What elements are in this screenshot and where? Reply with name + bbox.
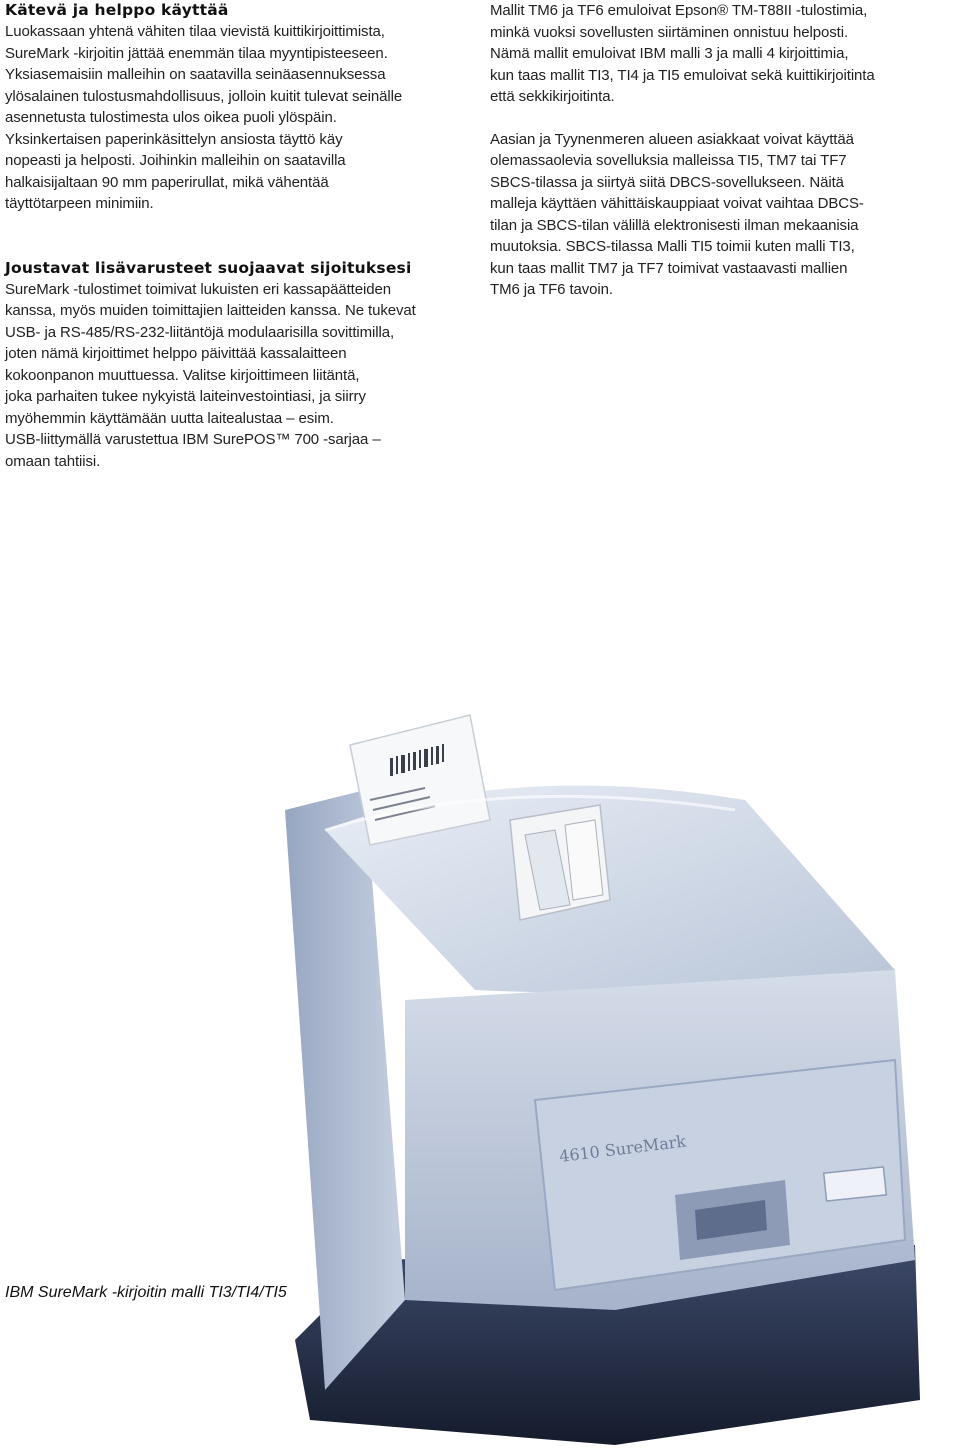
body-line: minkä vuoksi sovellusten siirtäminen onnistuu helposti.	[490, 23, 849, 41]
body-line: Nämä mallit emuloivat IBM malli 3 ja malli 4 kirjoittimia,	[490, 45, 849, 62]
body-line: kun taas mallit TM7 ja TF7 toimivat vastaavasti mallien	[490, 259, 848, 277]
section-heading-flexible-accessories: Joustavat lisävarusteet suojaavat sijoituksesi	[5, 258, 412, 277]
body-line: olemassaolevia sovelluksia malleissa TI5, TM7 tai TF7	[490, 152, 847, 169]
body-line: USB-liittymällä varustettua IBM SurePOS™ 700 -sarjaa –	[5, 431, 381, 448]
body-line: omaan tahtiisi.	[5, 452, 101, 470]
body-line: Yksinkertaisen paperinkäsittelyn ansiosta täyttö käy	[5, 130, 343, 148]
body-line: SureMark -kirjoitin jättää enemmän tilaa myyntipisteeseen.	[5, 44, 388, 62]
section1-body	[5, 21, 465, 215]
figure-caption: IBM SureMark -kirjoitin malli TI3/TI4/TI5	[5, 1284, 287, 1301]
body-line: joka parhaiten tukee nykyistä laiteinvestointiasi, ja siirry	[5, 388, 366, 405]
body-line: että sekkikirjoitinta.	[490, 88, 615, 105]
printer-brand: 4610 SureMark	[558, 1131, 687, 1166]
body-line: myöhemmin käyttämään uutta laitealustaa – esim.	[5, 409, 334, 427]
body-line: USB- ja RS-485/RS-232-liitäntöjä modulaarisilla sovittimilla,	[5, 323, 395, 341]
asia-pacific-paragraph	[490, 129, 910, 301]
section2-body	[5, 279, 465, 473]
body-line: täyttötarpeen minimiin.	[5, 195, 154, 212]
body-line: ylösalainen tulostusmahdollisuus, jolloin kuitit tulevat seinälle	[5, 87, 403, 105]
body-line: kokoonpanon muuttuessa. Valitse kirjoittimeen liitäntä,	[5, 366, 360, 384]
body-line: Aasian ja Tyynenmeren alueen asiakkaat voivat käyttää	[490, 130, 854, 148]
body-line: tilan ja SBCS-tilan välillä elektronisesti ilman mekaanisia	[490, 216, 859, 234]
body-line: Yksiasemaisiin malleihin on saatavilla seinäasennuksessa	[5, 66, 386, 83]
body-line: kun taas mallit TI3, TI4 ja TI5 emuloivat sekä kuittikirjoitinta	[490, 66, 875, 84]
body-line: SBCS-tilassa ja siirtyä siitä DBCS-sovellukseen. Näitä	[490, 173, 844, 191]
body-line: malleja käyttäen vähittäiskauppiaat voivat vaihtaa DBCS-	[490, 195, 864, 212]
body-line: joten nämä kirjoittimet helppo päivittää kassalaitteen	[5, 345, 347, 362]
left-column	[5, 0, 465, 472]
body-line: TM6 ja TF6 tavoin.	[490, 281, 613, 298]
body-line: halkaisijaltaan 90 mm paperirullat, mikä vähentää	[5, 173, 329, 191]
printer-label	[824, 1167, 887, 1201]
printer-product-photo	[255, 700, 960, 1451]
right-column	[490, 0, 910, 301]
section-heading-easy-to-use: Kätevä ja helppo käyttää	[5, 1, 229, 19]
body-line: Luokassaan yhtenä vähiten tilaa vievistä kuittikirjoittimista,	[5, 23, 385, 40]
body-line: SureMark -tulostimet toimivat lukuisten eri kassapäätteiden	[5, 280, 391, 298]
body-line: Mallit TM6 ja TF6 emuloivat Epson® TM-T88II -tulostimia,	[490, 2, 868, 19]
emulation-paragraph	[490, 0, 910, 108]
body-line: muutoksia. SBCS-tilassa Malli TI5 toimii kuten malli TI3,	[490, 238, 855, 255]
body-line: kanssa, myös muiden toimittajien laitteiden kanssa. Ne tukevat	[5, 302, 416, 319]
body-line: asennetusta tulostimesta ulos oikea puoli ylöspäin.	[5, 109, 337, 126]
body-line: nopeasti ja helposti. Joihinkin malleihin on saatavilla	[5, 152, 346, 169]
